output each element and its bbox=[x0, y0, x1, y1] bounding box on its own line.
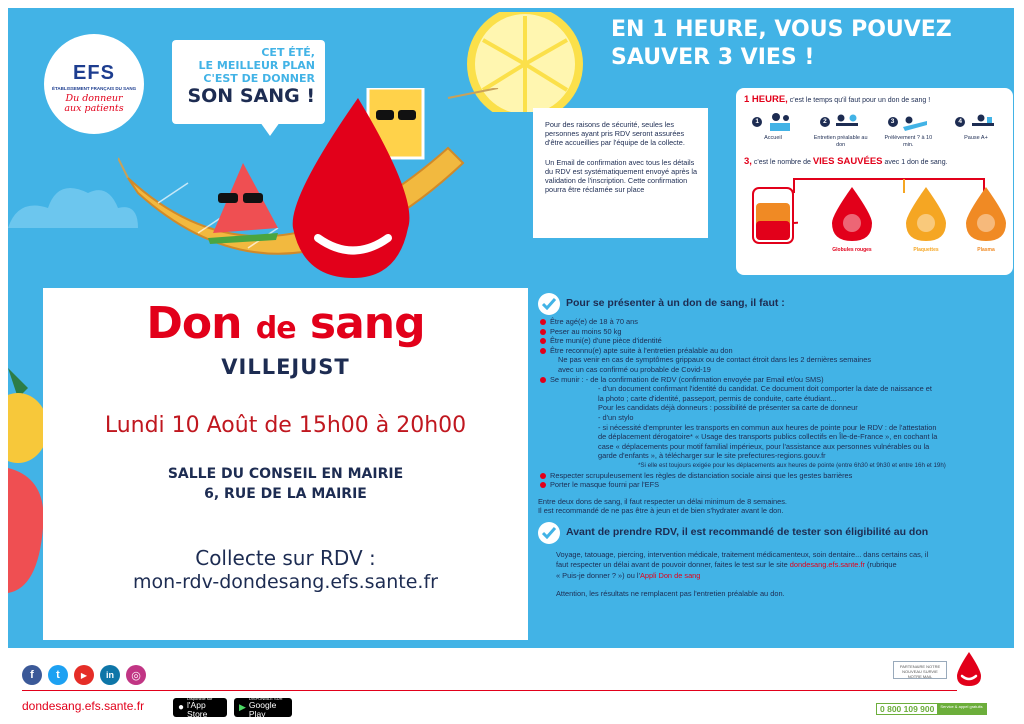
eligibility-line2-text: faut respecter un délai avant de pouvoir donner, faites le test sur le site bbox=[556, 560, 788, 570]
drop-label: Globules rouges bbox=[832, 247, 872, 253]
step-number: 3 bbox=[888, 117, 898, 127]
title-sang: sang bbox=[309, 298, 425, 349]
event-panel bbox=[43, 288, 528, 640]
partner-badge: PARTENAIRE NOTRE NOUVEAU SURVIE NOTRE MAIL bbox=[893, 661, 947, 679]
condition-item: Respecter scrupuleusement les règles de distanciation sociale ainsi que les gestes barrières bbox=[538, 471, 1008, 481]
infographic-title-2-bold: VIES SAUVÉES bbox=[812, 156, 883, 167]
linkedin-icon[interactable]: in bbox=[100, 665, 120, 685]
eligibility-line3-text: « Puis-je donner ? ») ou l' bbox=[556, 570, 640, 580]
eligibility-line1: Voyage, tatouage, piercing, intervention médicale, traitement médicamenteux, soin dentaire... dans certains cas, il bbox=[556, 549, 929, 559]
social-links bbox=[22, 665, 146, 685]
play-icon: ▶ bbox=[239, 702, 246, 712]
instagram-icon[interactable]: ◎ bbox=[126, 665, 146, 685]
footer-divider bbox=[22, 690, 957, 691]
eligibility-heading bbox=[538, 522, 1008, 544]
step-number: 2 bbox=[820, 117, 830, 127]
eligibility-text bbox=[538, 550, 1008, 600]
conditions-heading bbox=[538, 293, 1008, 315]
plasma-drop bbox=[962, 185, 1010, 253]
eligibility-line3 bbox=[556, 571, 1008, 582]
google-play-small: DISPONIBLE SUR bbox=[248, 696, 283, 701]
app-store-text bbox=[187, 696, 222, 719]
eligibility-app-link[interactable]: Appli Don de sang bbox=[640, 570, 701, 580]
efs-logo-motto bbox=[54, 94, 134, 114]
infographic-title-1-rest: c'est le temps qu'il faut pour un don de sang ! bbox=[789, 97, 931, 104]
snack-break-icon bbox=[969, 111, 997, 133]
condition-subitem: - si nécessité d'emprunter les transports en commun aux heures de pointe pour le RDV : de l'attestation bbox=[598, 422, 937, 432]
condition-subitem: - d'un stylo bbox=[598, 412, 634, 422]
condition-item: Se munir : - de la confirmation de RDV (confirmation envoyée par Email et/ou SMS) bbox=[538, 375, 1008, 385]
step-number: 4 bbox=[955, 117, 965, 127]
conditions-list bbox=[538, 317, 1008, 516]
bubble-line4: SON SANG ! bbox=[187, 85, 315, 107]
step-label: Accueil bbox=[764, 135, 782, 141]
reception-icon bbox=[766, 111, 794, 133]
step-label: Entretien préalable au don bbox=[813, 135, 868, 148]
checkmark-icon bbox=[538, 522, 560, 544]
step-number: 1 bbox=[752, 117, 762, 127]
checkmark-icon bbox=[538, 293, 560, 315]
condition-subitem: case « déplacements pour motif familial impérieux, pour l'assistance aux personnes vulnérables ou la bbox=[598, 441, 930, 451]
condition-item: Peser au moins 50 kg bbox=[538, 327, 1008, 337]
efs-logo-subtitle: ÉTABLISSEMENT FRANÇAIS DU SANG bbox=[52, 86, 137, 91]
condition-subitem: garde d'enfants », à télécharger sur le site prefectures-regions.gouv.fr bbox=[598, 451, 826, 461]
interval-note: Entre deux dons de sang, il faut respecter un délai minimum de 8 semaines. bbox=[538, 496, 787, 506]
condition-subitem: Pour les candidats déjà donneurs : possibilité de présenter sa carte de donneur bbox=[598, 403, 858, 413]
google-play-big: Google Play bbox=[248, 700, 277, 719]
step-4 bbox=[947, 111, 1005, 148]
condition-subitem: - d'un document confirmant l'identité du candidat. Ce document doit comporter la date de naissance et bbox=[598, 384, 932, 394]
safety-paragraph-1: Pour des raisons de sécurité, seules les personnes ayant pris RDV seront assurées d'être accueillies par l'équipe de la collecte. bbox=[545, 120, 685, 148]
efs-motto-line1: Du donneur bbox=[65, 93, 123, 104]
efs-logo bbox=[44, 34, 144, 134]
headline-line2: SAUVER 3 VIES ! bbox=[611, 45, 815, 70]
pineapple-illustration bbox=[8, 368, 48, 598]
apple-icon: ● bbox=[178, 702, 185, 713]
infographic-title-2 bbox=[744, 156, 1005, 167]
app-store-badge[interactable] bbox=[173, 698, 227, 717]
youtube-icon[interactable]: ▶ bbox=[74, 665, 94, 685]
bubble-line2: LE MEILLEUR PLAN bbox=[198, 59, 315, 72]
drop-icon bbox=[962, 185, 1010, 243]
drop-icon bbox=[902, 185, 950, 243]
safety-paragraph-2: Un Email de confirmation avec tous les détails du RDV est systématiquement envoyé après la validation de l'inscription. Cette confirmation pourra être réclamée sur place bbox=[545, 157, 698, 195]
event-city: VILLEJUST bbox=[221, 355, 350, 379]
eligibility-title: Avant de prendre RDV, il est recommandé de tester son éligibilité au don bbox=[566, 526, 929, 539]
event-date: Lundi 10 Août de 15h00 à 20h00 bbox=[104, 413, 467, 438]
title-don: Don bbox=[146, 298, 242, 349]
condition-subitem: la photo ; carte d'identité, passeport, permis de conduite, carte étudiant... bbox=[598, 393, 837, 403]
bubble-line1: CET ÉTÉ, bbox=[261, 46, 315, 59]
condition-item: Porter le masque fourni par l'EFS bbox=[538, 480, 1008, 490]
donation-chair-icon bbox=[901, 111, 929, 133]
platelets-drop bbox=[902, 185, 950, 253]
eligibility-rubrique: (rubrique bbox=[867, 560, 897, 570]
infographic bbox=[736, 88, 1013, 275]
condition-subitem: Ne pas venir en cas de symptômes grippaux ou de contact étroit dans les 2 dernières semaines bbox=[558, 355, 872, 365]
infographic-title-2-number: 3, bbox=[744, 156, 752, 167]
headline-line1: EN 1 HEURE, VOUS POUVEZ bbox=[611, 17, 952, 42]
drop-icon bbox=[828, 185, 876, 243]
twitter-icon[interactable]: t bbox=[48, 665, 68, 685]
condition-item: Être muni(e) d'une pièce d'identité bbox=[538, 336, 1008, 346]
eligibility-line2 bbox=[556, 560, 1008, 571]
title-de: de bbox=[255, 311, 296, 346]
blood-drop-logo bbox=[955, 650, 983, 688]
condition-subitem: de déplacement dérogatoire* « Usage des transports publics collectifs en Île-de-France », en cochant la bbox=[598, 432, 938, 442]
google-play-badge[interactable] bbox=[234, 698, 292, 717]
bubble-line3-text: C'EST DE DONNER bbox=[203, 72, 315, 85]
drop-label: Plaquettes bbox=[913, 247, 939, 253]
condition-footnote: *Si elle est toujours exigée pour les déplacements aux heures de pointe (entre 6h30 et 9h30 et entre 16h et 19h) bbox=[638, 461, 946, 469]
conditions-title: Pour se présenter à un don de sang, il faut : bbox=[566, 297, 785, 310]
red-cells-drop bbox=[828, 185, 876, 253]
condition-item: Être reconnu(e) apte suite à l'entretien préalable au don bbox=[538, 346, 1008, 356]
event-title bbox=[43, 298, 528, 349]
drop-label: Plasma bbox=[977, 247, 995, 253]
step-1 bbox=[744, 111, 802, 148]
website-link[interactable]: dondesang.efs.sante.fr bbox=[22, 699, 145, 713]
google-play-text bbox=[249, 696, 287, 719]
facebook-icon[interactable]: f bbox=[22, 665, 42, 685]
conditions-section bbox=[538, 293, 1008, 600]
infographic-title-2-mid: c'est le nombre de bbox=[753, 159, 811, 166]
poster bbox=[8, 8, 1014, 648]
steps-row bbox=[744, 111, 1005, 148]
phone-free-note: Service & appel gratuits bbox=[937, 704, 985, 714]
infographic-title-2-rest: avec 1 don de sang. bbox=[884, 159, 948, 166]
rdv-title: Collecte sur RDV : bbox=[195, 546, 376, 570]
eligibility-site-link[interactable]: dondesang.efs.sante.fr bbox=[789, 560, 865, 570]
step-3 bbox=[879, 111, 937, 148]
phone-badge bbox=[876, 703, 987, 715]
app-store-big: l'App Store bbox=[187, 700, 208, 719]
phone-number[interactable]: 0 800 109 900 bbox=[880, 704, 935, 714]
speech-bubble-tail bbox=[260, 122, 280, 136]
efs-motto-line2: aux patients bbox=[64, 103, 124, 114]
safety-info-box bbox=[533, 108, 708, 238]
condition-subitem: avec un cas confirmé ou probable de Covid-19 bbox=[558, 364, 711, 374]
rdv-link[interactable]: mon-rdv-dondesang.efs.sante.fr bbox=[133, 571, 438, 593]
event-venue: SALLE DU CONSEIL EN MAIRIE bbox=[167, 466, 404, 482]
app-store-small: Disponible sur bbox=[187, 696, 213, 701]
blood-components-row bbox=[744, 169, 1005, 269]
interview-icon bbox=[833, 111, 861, 133]
step-label: Pause A+ bbox=[964, 135, 988, 141]
bubble-line3 bbox=[172, 72, 315, 85]
infographic-title-1 bbox=[744, 94, 1005, 105]
spacer bbox=[538, 490, 1008, 497]
headline bbox=[611, 16, 991, 72]
condition-item: Être agé(e) de 18 à 70 ans bbox=[538, 317, 1008, 327]
step-2 bbox=[812, 111, 870, 148]
hydration-note: Il est recommandé de ne pas être à jeun et de bien s'hydrater avant le don. bbox=[538, 506, 784, 516]
step-label: Prélèvement ? à 10 min. bbox=[884, 135, 933, 148]
eligibility-warning: Attention, les résultats ne remplacent pas l'entretien préalable au don. bbox=[556, 589, 785, 599]
efs-logo-text: EFS bbox=[73, 62, 115, 84]
infographic-title-1-bold: 1 HEURE, bbox=[744, 94, 788, 105]
speech-bubble bbox=[172, 40, 325, 124]
event-address: 6, RUE DE LA MAIRIE bbox=[204, 486, 367, 502]
